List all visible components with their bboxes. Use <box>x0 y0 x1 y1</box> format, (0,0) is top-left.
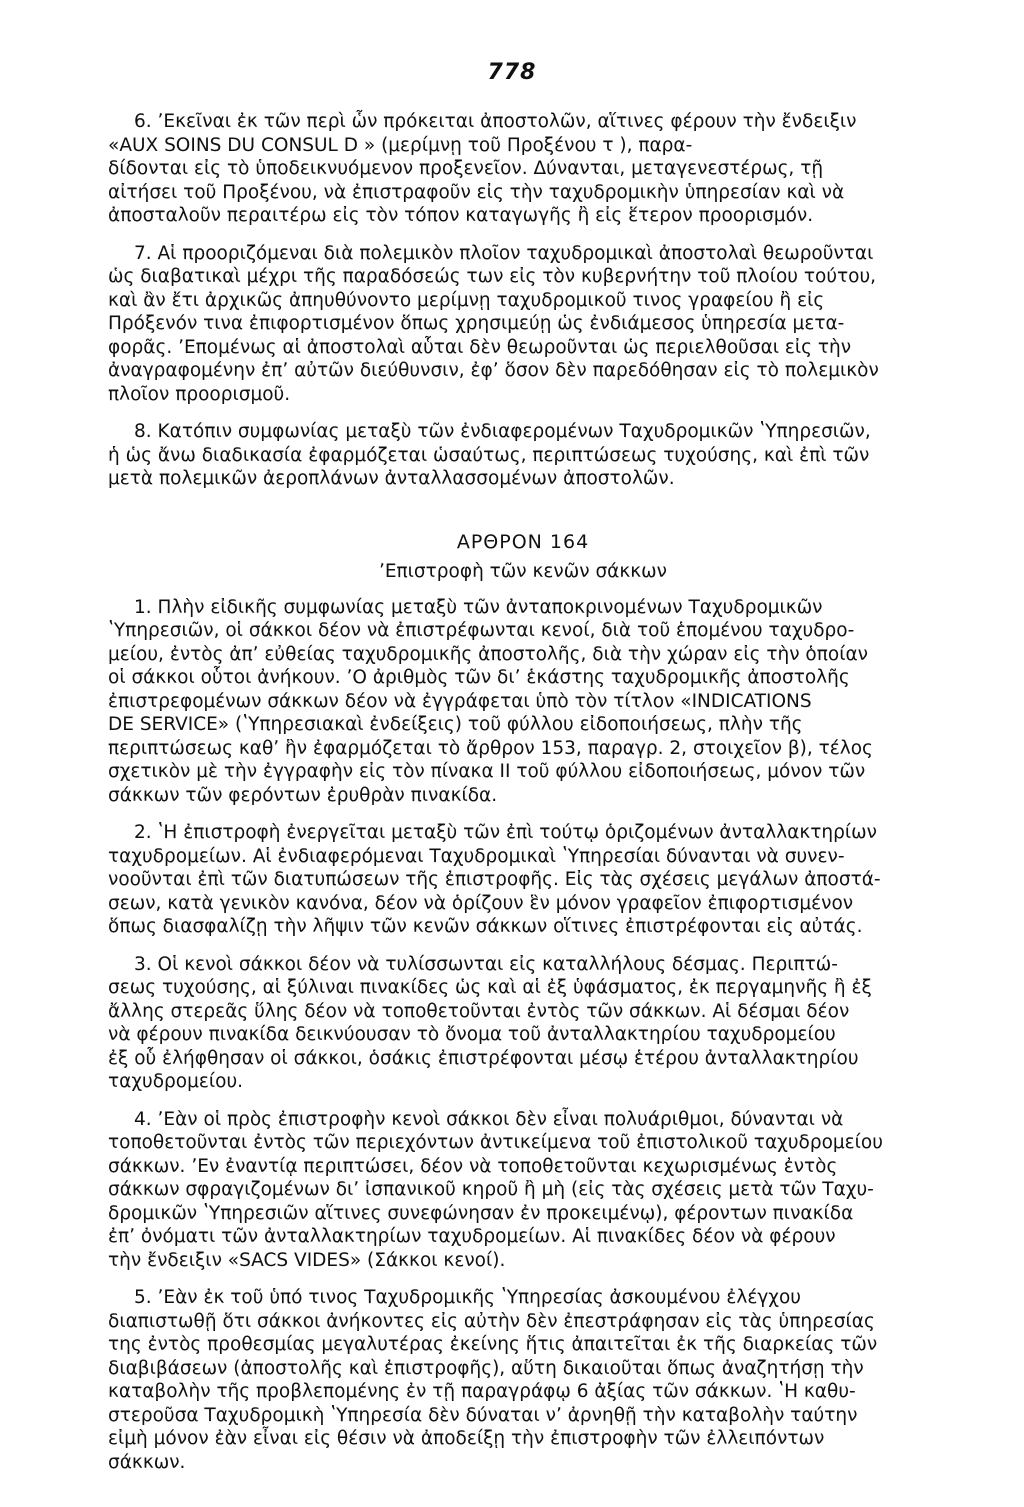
text-line: ἄλλης στερεᾶς ὕλης δέον νὰ τοποθετοῦνται ἐντὸς τῶν σάκκων. Αἱ δέσμαι δέον <box>108 1000 850 1022</box>
paragraph-6 <box>108 110 918 228</box>
article-subheading: ʼΕπιστροφὴ τῶν κενῶν σάκκων <box>378 560 668 582</box>
text-line: 2. ʽΗ ἐπιστροφὴ ἐνεργεῖται μεταξὺ τῶν ἐπὶ τούτῳ ὁριζομένων ἀνταλλακτηρίων <box>134 822 877 843</box>
article-paragraph-2 <box>108 821 918 939</box>
paragraph-7 <box>108 242 918 407</box>
text-line: ταχυδρομείου. <box>108 1071 244 1092</box>
text-line: δίδονται εἰς τὸ ὑποδεικνυόμενον προξενεῖον. Δύνανται, μεταγενεστέρως, τῇ <box>108 158 824 179</box>
article-paragraph-1 <box>108 596 918 808</box>
text-line: μείου, ἐντὸς ἀπʼ εὐθείας ταχυδρομικῆς ἀποστολῆς, διὰ τὴν χώραν εἰς τὴν ὁποίαν <box>108 643 868 665</box>
text-line: ἡ ὡς ἄνω διαδικασία ἐφαρμόζεται ὡσαύτως, περιπτώσεως τυχούσης, καὶ ἐπὶ τῶν <box>108 444 870 466</box>
text-line: Πρόξενόν τινα ἐπιφορτισμένον ὅπως χρησιμεύῃ ὡς ἐνδιάμεσος ὑπηρεσία μετα- <box>108 313 845 334</box>
text-line: σεως τυχούσης, αἱ ξύλιναι πινακίδες ὡς καὶ αἱ ἐξ ὑφάσματος, ἐκ περγαμηνῆς ἢ ἐξ <box>108 977 872 998</box>
text-line: νὰ φέρουν πινακίδα δεικνύουσαν τὸ ὄνομα τοῦ ἀνταλλακτηρίου ταχυδρομείου <box>108 1024 836 1045</box>
text-line: 5. ʼΕὰν ἐκ τοῦ ὑπό τινος Ταχυδρομικῆς ʽΥπηρεσίας ἀσκουμένου ἐλέγχου <box>134 1287 801 1308</box>
page-content <box>108 110 918 1488</box>
text-line: εἰμὴ μόνον ἐὰν εἶναι εἰς θέσιν νὰ ἀποδείξῃ τὴν ἐπιστροφὴν τῶν ἐλλειπόντων <box>108 1428 825 1449</box>
text-line: 6. ʼΕκεῖναι ἐκ τῶν περὶ ὧν πρόκειται ἀποστολῶν, αἵτινες φέρουν τὴν ἔνδειξιν <box>134 111 857 132</box>
text-line: διαπιστωθῇ ὅτι σάκκοι ἀνήκοντες εἰς αὐτὴν δὲν ἐπεστράφησαν εἰς τὰς ὑπηρεσίας <box>108 1310 875 1332</box>
text-line: ἐπιστρεφομένων σάκκων δέον νὰ ἐγγράφεται ὑπὸ τὸν τίτλον «INDICATIONS <box>108 690 812 712</box>
text-line: περιπτώσεως καθʼ ἣν ἐφαρμόζεται τὸ ἄρθρον 153, παραγρ. 2, στοιχεῖον β), τέλος <box>108 737 873 759</box>
text-line: 7. Αἱ προοριζόμεναι διὰ πολεμικὸν πλοῖον ταχυδρομικαὶ ἀποστολαὶ θεωροῦνται <box>134 242 874 264</box>
text-line: ταχυδρομείων. Αἱ ἐνδιαφερόμεναι Ταχυδρομικαὶ ʽΥπηρεσίαι δύνανται νὰ συνεν- <box>108 845 845 867</box>
text-line: φορᾶς. ʼΕπομένως αἱ ἀποστολαὶ αὗται δὲν θεωροῦνται ὡς περιελθοῦσαι εἰς τὴν <box>108 336 852 358</box>
text-line: στεροῦσα Ταχυδρομικὴ ʽΥπηρεσία δὲν δύναται νʼ ἀρνηθῇ τὴν καταβολὴν ταύτην <box>108 1404 858 1426</box>
text-line: μετὰ πολεμικῶν ἀεροπλάνων ἀνταλλασσομένων ἀποστολῶν. <box>108 468 675 489</box>
text-line: τὴν ἔνδειξιν «SACS VIDES» (Σάκκοι κενοί). <box>108 1249 506 1271</box>
text-line: ʽΥπηρεσιῶν, οἱ σάκκοι δέον νὰ ἐπιστρέφωνται κενοί, διὰ τοῦ ἑπομένου ταχυδρο- <box>108 620 855 641</box>
text-line: «AUX SOINS DU CONSUL D » (μερίμνῃ τοῦ Προξένου τ ), παρα- <box>108 134 693 156</box>
text-line: της ἐντὸς προθεσμίας μεγαλυτέρας ἐκείνης ἥτις ἀπαιτεῖται ἐκ τῆς διαρκείας τῶν <box>108 1334 878 1355</box>
text-line: σεων, κατὰ γενικὸν κανόνα, δέον νὰ ὁρίζουν ἓν μόνον γραφεῖον ἐπιφορτισμένον <box>108 892 854 914</box>
text-line: 3. Οἱ κενοὶ σάκκοι δέον νὰ τυλίσσωνται εἰς καταλλήλους δέσμας. Περιπτώ- <box>134 953 838 975</box>
article-paragraph-4 <box>108 1108 918 1273</box>
text-line: ὅπως διασφαλίζῃ τὴν λῆψιν τῶν κενῶν σάκκων οἵτινες ἐπιστρέφονται εἰς αὐτάς. <box>108 916 863 937</box>
text-line: 1. Πλὴν εἰδικῆς συμφωνίας μεταξὺ τῶν ἀνταποκρινομένων Ταχυδρομικῶν <box>134 596 823 618</box>
text-line: σχετικὸν μὲ τὴν ἐγγραφὴν εἰς τὸν πίνακα II τοῦ φύλλου εἰδοποιήσεως, μόνον τῶν <box>108 761 866 782</box>
text-line: πλοῖον προορισμοῦ. <box>108 383 291 405</box>
page-number: 778 <box>487 60 537 85</box>
paragraph-8 <box>108 420 918 491</box>
article-heading: ΑΡΘΡΟΝ 164 <box>456 530 590 553</box>
article-paragraph-3 <box>108 953 918 1094</box>
text-line: οἱ σάκκοι οὗτοι ἀνήκουν. ʼΟ ἀριθμὸς τῶν διʼ ἑκάστης ταχυδρομικῆς ἀποστολῆς <box>108 667 850 688</box>
text-line: ἐπʼ ὀνόματι τῶν ἀνταλλακτηρίων ταχυδρομείων. Αἱ πινακίδες δέον νὰ φέρουν <box>108 1226 836 1247</box>
text-line: DE SERVICE» (ʽΥπηρεσιακαὶ ἐνδείξεις) τοῦ φύλλου εἰδοποιήσεως, πλὴν τῆς <box>108 714 803 735</box>
text-line: 4. ʼΕὰν οἱ πρὸς ἐπιστροφὴν κενοὶ σάκκοι δὲν εἶναι πολυάριθμοι, δύνανται νὰ <box>134 1108 844 1130</box>
text-line: ἀποσταλοῦν περαιτέρω εἰς τὸν τόπον καταγωγῆς ἢ εἰς ἕτερον προορισμόν. <box>108 205 814 226</box>
text-line: σάκκων. <box>108 1451 186 1473</box>
text-line: καταβολὴν τῆς προβλεπομένης ἐν τῇ παραγράφῳ 6 ἀξίας τῶν σάκκων. ʽΗ καθυ- <box>108 1381 856 1402</box>
text-line: σάκκων τῶν φερόντων ἐρυθρὰν πινακίδα. <box>108 784 498 806</box>
text-line: ἐξ οὗ ἐλήφθησαν οἱ σάκκοι, ὁσάκις ἐπιστρέφονται μέσῳ ἑτέρου ἀνταλλακτηρίου <box>108 1047 859 1069</box>
text-line: 8. Κατόπιν συμφωνίας μεταξὺ τῶν ἐνδιαφερομένων Ταχυδρομικῶν ʽΥπηρεσιῶν, <box>134 421 871 442</box>
text-line: τοποθετοῦνται ἐντὸς τῶν περιεχόντων ἀντικείμενα τοῦ ἐπιστολικοῦ ταχυδρομείου <box>108 1132 883 1153</box>
article-paragraph-5 <box>108 1286 918 1474</box>
text-line: σάκκων σφραγιζομένων διʼ ἰσπανικοῦ κηροῦ ἢ μὴ (εἰς τὰς σχέσεις μετὰ τῶν Ταχυ- <box>108 1179 874 1200</box>
text-line: δρομικῶν ʽΥπηρεσιῶν αἵτινες συνεφώνησαν ἐν προκειμένῳ), φέροντων πινακίδα <box>108 1202 854 1224</box>
text-line: ἀναγραφομένην ἐπʼ αὐτῶν διεύθυνσιν, ἐφʼ ὅσον δὲν παρεδόθησαν εἰς τὸ πολεμικὸν <box>108 360 879 381</box>
text-line: διαβιβάσεων (ἀποστολῆς καὶ ἐπιστροφῆς), αὕτη δικαιοῦται ὅπως ἀναζητήσῃ τὴν <box>108 1357 864 1379</box>
text-line: νοοῦνται ἐπὶ τῶν διατυπώσεων τῆς ἐπιστροφῆς. Εἰς τὰς σχέσεις μεγάλων ἀποστά- <box>108 869 881 890</box>
text-line: αἰτήσει τοῦ Προξένου, νὰ ἐπιστραφοῦν εἰς τὴν ταχυδρομικὴν ὑπηρεσίαν καὶ νὰ <box>108 181 845 203</box>
text-line: ὡς διαβατικαὶ μέχρι τῆς παραδόσεώς των εἰς τὸν κυβερνήτην τοῦ πλοίου τούτου, <box>108 266 877 287</box>
text-line: καὶ ἂν ἔτι ἀρχικῶς ἀπηυθύνοντο μερίμνῃ ταχυδρομικοῦ τινος γραφείου ἢ εἰς <box>108 289 825 311</box>
text-line: σάκκων. ʼΕν ἐναντίᾳ περιπτώσει, δέον νὰ τοποθετοῦνται κεχωρισμένως ἐντὸς <box>108 1155 838 1177</box>
